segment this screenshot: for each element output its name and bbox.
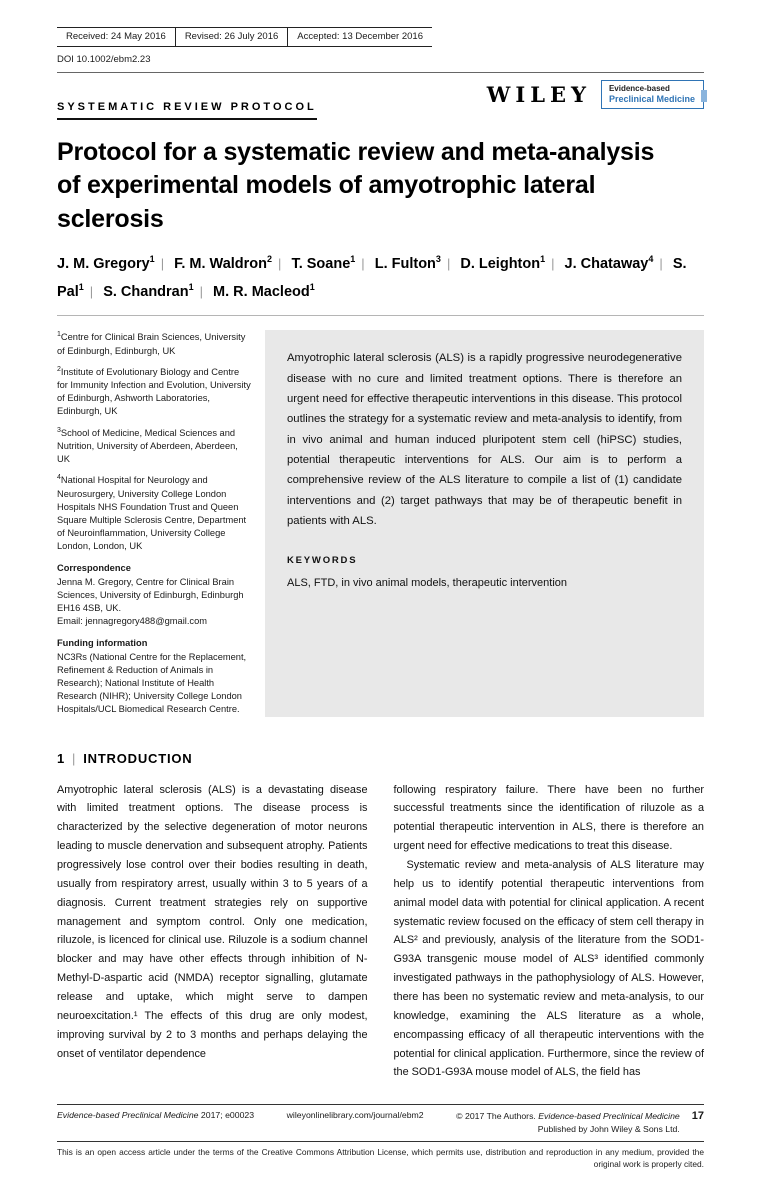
journal-badge — [601, 80, 704, 109]
article-title — [57, 136, 704, 236]
authors-divider — [57, 315, 704, 316]
received-date: Received: 24 May 2016 — [66, 31, 166, 42]
funding-heading: Funding information — [57, 638, 148, 649]
author-separator: | — [89, 284, 94, 300]
footer-row — [57, 1104, 704, 1135]
author-affiliation-ref: 1 — [78, 282, 84, 293]
intro-paragraph: Amyotrophic lateral sclerosis (ALS) is a devastating disease with limited treatment options. The disease process is characterized by the selective degeneration of motor neurons leading to muscle denervation and subsequent atrophy. Patients progressively lose control over their bodies resulting in death, usually from respiratory arrest, usually within 3 to 5 years of a diagnosis. Current treatment strategies rely on supportive management and symptom control. Only one medication, riluzole, is licenced for clinical use. Riluzole is a sodium channel blocker and may have other effects through inhibition of N-Methyl-D-aspartic acid (NMDA) receptor signalling, glutamate release and uptake, which might serve to dampen neuroexcitation.¹ The effects of this drug are only modest, improving survival by 2 to 3 months and perhaps delaying the onset of ventilator dependence — [57, 783, 368, 1060]
funding-text: NC3Rs (National Centre for the Replacement, Refinement & Reduction of Animals in Research); National Institute of Health Research (NIHR); University College London Hospitals/UCL Biomedical Research Centre. — [57, 651, 247, 715]
affiliation-number: 2 — [57, 365, 61, 373]
correspondence-email[interactable]: Email: jennagregory488@gmail.com — [57, 616, 207, 627]
author — [374, 253, 441, 272]
affiliation-number: 4 — [57, 474, 61, 482]
wiley-logo: WILEY — [486, 82, 591, 108]
intro-column-left — [57, 781, 368, 1083]
footer-url[interactable]: wileyonlinelibrary.com/journal/ebm2 — [286, 1110, 424, 1121]
author — [564, 253, 654, 272]
author-name: D. Leighton — [460, 255, 541, 272]
revised-date: Revised: 26 July 2016 — [175, 28, 287, 46]
section-title: INTRODUCTION — [83, 750, 193, 766]
author-separator: | — [446, 255, 451, 271]
publisher-logo-group — [487, 80, 704, 109]
affiliation-1 — [57, 330, 251, 357]
page-number: 17 — [691, 1110, 704, 1123]
intro-column-right — [394, 781, 705, 1083]
author — [291, 253, 356, 272]
affiliation-number: 3 — [57, 426, 61, 434]
intro-paragraph: Systematic review and meta-analysis of ALS literature may help us to identify potential therapeutic interventions from animal model data with potential for clinical application. A recent systematic review focused on the efficacy of stem cell therapy in ALS² and previously, analysis of the literature from the SOD1-G93A transgenic mouse model of ALS³ identified commonly investigated pathways in the pathophysiology of ALS. However, there has been no systematic review and meta-analysis, to our knowledge, examining the ALS literature as a whole, encompassing efficacy of all therapeutic interventions with the potential for clinical application. Furthermore, since the review of the SOD1-G93A mouse model of ALS, the field has — [393, 858, 704, 1079]
author-affiliation-ref: 1 — [188, 282, 194, 293]
keywords-text: ALS, FTD, in vivo animal models, therapeutic intervention — [287, 577, 568, 590]
intro-paragraph: following respiratory failure. There have been no further successful treatments since the identification of riluzole as a potential therapeutic intervention in ALS, there is therefore an urgent need for effective medications to treat this disease. — [393, 783, 704, 853]
author-name: L. Fulton — [374, 255, 436, 272]
badge-line1: Evidence-based — [608, 84, 670, 93]
affiliation-2 — [57, 365, 251, 419]
section-heading-separator: | — [72, 750, 77, 766]
affiliation-text: Institute of Evolutionary Biology and Centre for Immunity Infection and Evolution, University of Edinburgh, Ashworth Laboratories, Edinburgh, UK — [57, 366, 251, 417]
affiliations-column — [57, 330, 251, 716]
author-separator: | — [551, 255, 555, 271]
copyright-line-2: Published by John Wiley & Sons Ltd. — [537, 1123, 680, 1134]
copyright-prefix: © 2017 The Authors. — [456, 1111, 539, 1122]
intro-section-heading — [57, 751, 704, 766]
affiliation-3 — [57, 426, 251, 467]
author — [57, 253, 155, 272]
author-affiliation-ref: 1 — [540, 253, 546, 264]
category-heading: SYSTEMATIC REVIEW PROTOCOL — [57, 101, 317, 120]
page-footer — [57, 1104, 704, 1180]
affiliation-number: 1 — [57, 331, 61, 339]
badge-line2: Preclinical Medicine — [608, 93, 695, 104]
author-name: J. Chataway — [564, 255, 649, 272]
author-separator: | — [199, 284, 204, 300]
author — [460, 253, 546, 272]
footer-journal-info — [57, 1110, 254, 1120]
author-name: T. Soane — [291, 255, 351, 272]
author-name: F. M. Waldron — [174, 255, 268, 272]
authors-list — [57, 250, 704, 307]
author-affiliation-ref: 1 — [350, 253, 356, 264]
header-divider — [57, 72, 704, 73]
author-affiliation-ref: 1 — [149, 253, 155, 264]
info-area — [57, 330, 704, 716]
author-separator: | — [160, 255, 165, 271]
license-text: This is an open access article under the terms of the Creative Commons Attribution License, which permits use, distribution and reproduction in any medium, provided the original work is properly cited. — [57, 1141, 704, 1180]
keywords-heading: KEYWORDS — [287, 555, 358, 567]
author — [103, 284, 193, 300]
author-affiliation-ref: 4 — [648, 253, 654, 264]
header-row — [57, 76, 704, 120]
author-affiliation-ref: 3 — [435, 253, 441, 264]
copyright-line-1 — [456, 1110, 680, 1123]
intro-body — [57, 781, 704, 1083]
title-line-2: of experimental models of amyotrophic lateral sclerosis — [57, 171, 596, 233]
author-separator: | — [361, 255, 365, 271]
footer-issue-info: 2017; e00023 — [200, 1110, 255, 1121]
author — [213, 284, 315, 300]
author-name: J. M. Gregory — [57, 255, 150, 272]
footer-journal-name: Evidence-based Preclinical Medicine — [57, 1110, 199, 1121]
section-number: 1 — [57, 750, 66, 766]
footer-copyright — [456, 1110, 680, 1135]
author-name: S. Chandran — [103, 284, 189, 301]
author-name: M. R. Macleod — [213, 284, 310, 301]
affiliation-text: National Hospital for Neurology and Neurosurgery, University College London Hospitals NHS Foundation Trust and Queen Square Multiple Sclerosis Centre, Department of Neuroinflammation, University College London, London, UK — [57, 475, 247, 552]
abstract-panel — [265, 330, 704, 716]
affiliation-text: School of Medicine, Medical Sciences and Nutrition, University of Aberdeen, Aberdeen, UK — [57, 427, 238, 465]
correspondence-heading: Correspondence — [57, 563, 131, 574]
category-wrap — [57, 97, 317, 120]
title-line-1: Protocol for a systematic review and meta-analysis — [57, 138, 655, 166]
author-separator: | — [659, 255, 663, 271]
author-name: S. Pal — [57, 255, 687, 301]
affiliation-4 — [57, 473, 251, 553]
affiliation-text: Centre for Clinical Brain Sciences, University of Edinburgh, Edinburgh, UK — [57, 332, 246, 356]
copyright-journal-name: Evidence-based Preclinical Medicine — [538, 1111, 680, 1122]
author — [174, 253, 273, 272]
doi-text: DOI 10.1002/ebm2.23 — [57, 54, 151, 65]
author-separator: | — [278, 255, 282, 271]
author-affiliation-ref: 2 — [267, 253, 273, 264]
article-history-bar — [57, 27, 432, 47]
author-affiliation-ref: 1 — [309, 282, 315, 293]
abstract-text: Amyotrophic lateral sclerosis (ALS) is a rapidly progressive neurodegenerative disease with no cure and limited treatment options. There is therefore an urgent need for effective therapeutic interventions in this disease. This protocol outlines the strategy for a systematic review and meta-analysis to identify, from in vivo animal and human induced pluripotent stem cell (hiPSC) studies, potential therapeutic interventions for ALS. Our aim is to perform a comprehensive review of the ALS literature to compile a list of (1) candidate interventions and (2) target pathways that may be of therapeutic benefit in patients with ALS. — [287, 352, 682, 527]
accepted-date: Accepted: 13 December 2016 — [287, 28, 432, 46]
correspondence-text: Jenna M. Gregory, Centre for Clinical Brain Sciences, University of Edinburgh, Edinburgh EH16 4SB, UK. — [57, 576, 244, 614]
